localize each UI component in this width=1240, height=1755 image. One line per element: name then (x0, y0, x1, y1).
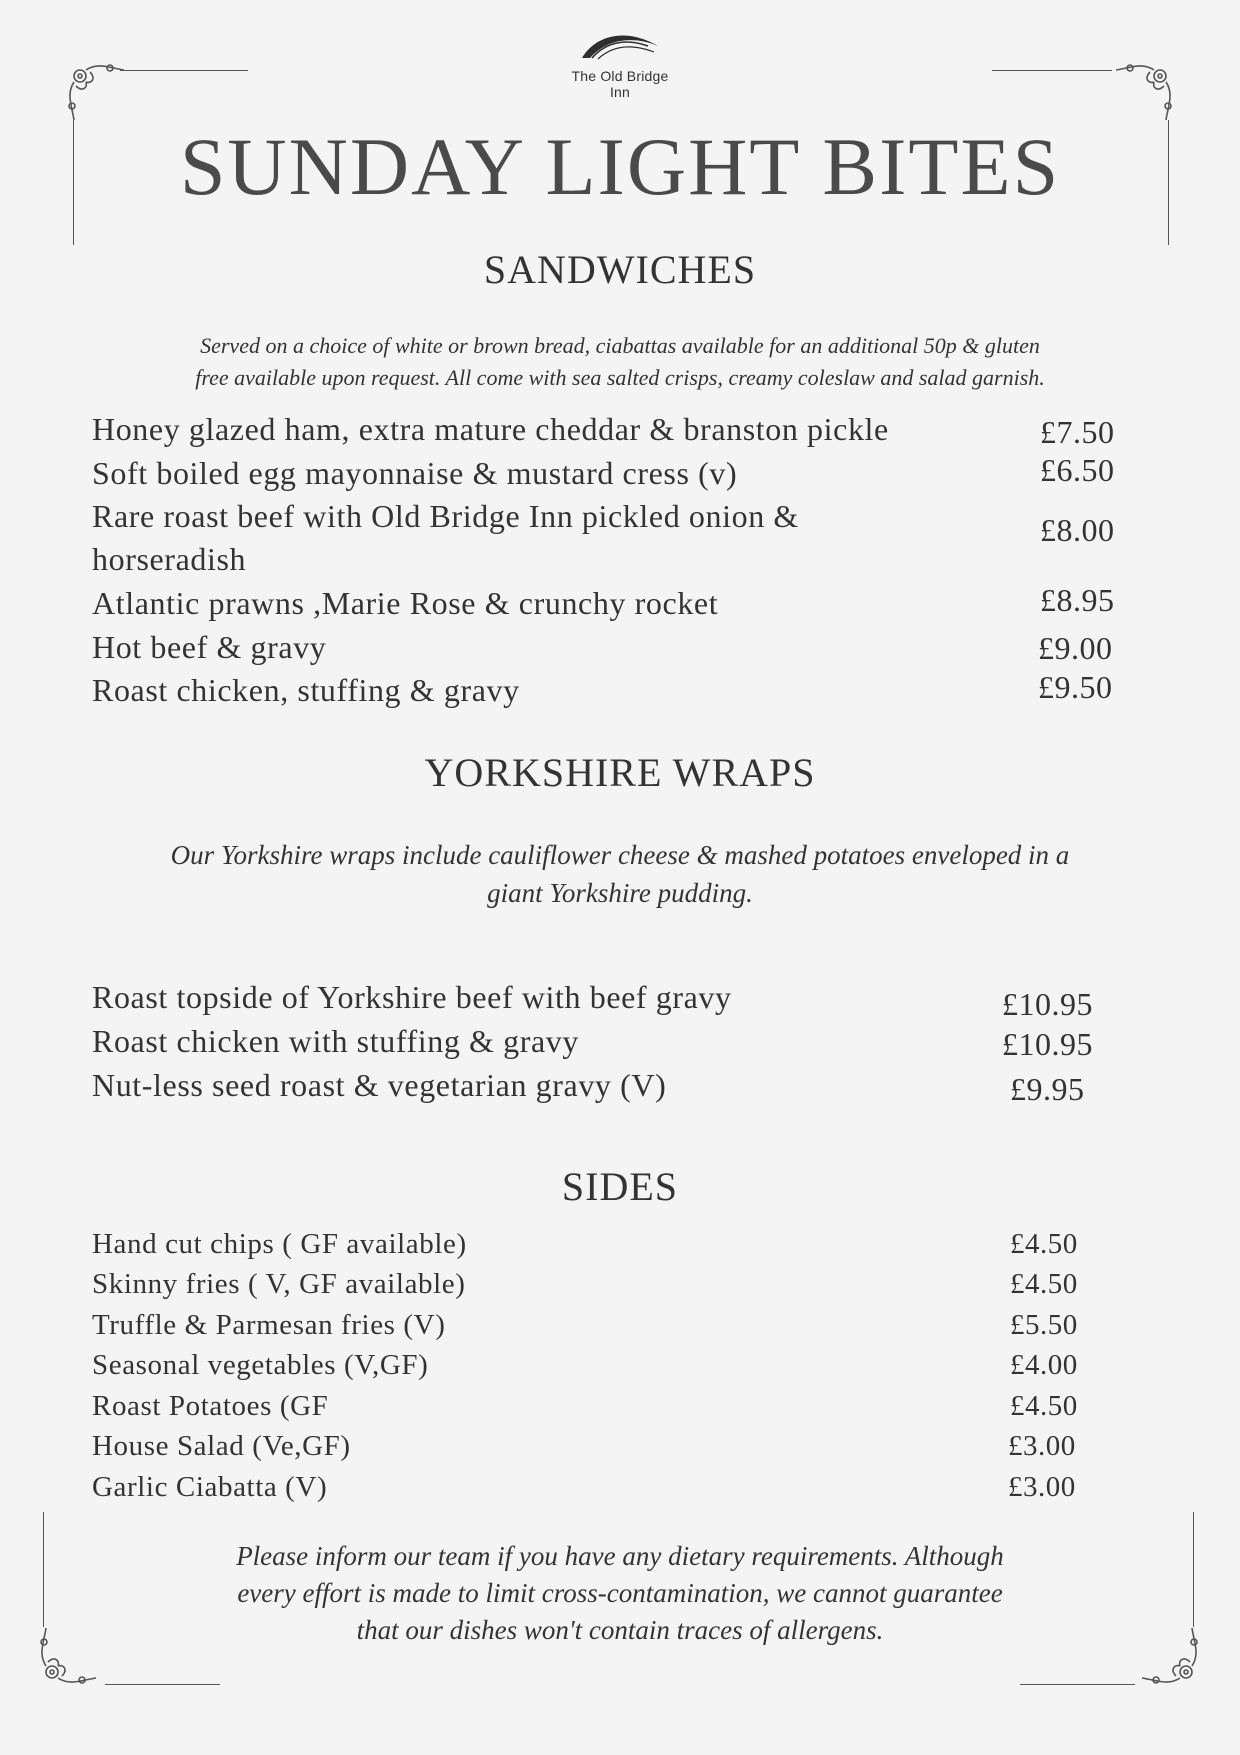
menu-item-name: Skinny fries ( V, GF available) (92, 1268, 466, 1300)
wraps-intro (100, 836, 1140, 912)
swoosh-logo-icon (578, 28, 662, 64)
menu-item-price: £4.50 (1010, 1390, 1078, 1422)
menu-item-price: £3.00 (1008, 1471, 1076, 1503)
section-heading-yorkshire-wraps: YORKSHIRE WRAPS (424, 750, 816, 795)
menu-item-price: £9.95 (1010, 1071, 1085, 1107)
menu-item-name: Roast Potatoes (GF (92, 1390, 329, 1422)
menu-item-name: Hot beef & gravy (92, 629, 327, 665)
menu-item-name: Soft boiled egg mayonnaise & mustard cress (v) (92, 455, 738, 491)
frame-right-bottom-line (1193, 1512, 1194, 1627)
menu-item-name: Roast chicken, stuffing & gravy (92, 672, 520, 708)
frame-top-right-line (992, 70, 1112, 71)
menu-item-name: Roast topside of Yorkshire beef with beef gravy (92, 979, 732, 1015)
section-heading-sandwiches: SANDWICHES (483, 247, 757, 292)
flourish-corner-icon (1108, 58, 1178, 128)
menu-item-price: £9.00 (1038, 630, 1113, 666)
menu-item-name: Roast chicken with stuffing & gravy (92, 1023, 579, 1059)
footer-line: Please inform our team if you have any dietary requirements. Although (236, 1541, 1004, 1571)
menu-item-name: House Salad (Ve,GF) (92, 1430, 351, 1462)
menu-item-price: £4.00 (1010, 1349, 1078, 1381)
intro-line: giant Yorkshire pudding. (487, 878, 753, 908)
menu-item-price: £9.50 (1038, 669, 1113, 705)
brand-name: The Old Bridge Inn (571, 68, 669, 100)
menu-item-name: Atlantic prawns ,Marie Rose & crunchy rocket (92, 585, 719, 621)
menu-item-name: Nut-less seed roast & vegetarian gravy (V) (92, 1067, 667, 1103)
sandwiches-intro (120, 330, 1120, 394)
frame-top-left-line (120, 70, 248, 71)
menu-item-price: £4.50 (1010, 1268, 1078, 1300)
menu-item-price: £10.95 (1002, 1026, 1093, 1062)
menu-item-price: £5.50 (1010, 1309, 1078, 1341)
intro-line: free available upon request. All come with sea salted crisps, creamy coleslaw and salad garnish. (195, 365, 1045, 390)
footer-line: every effort is made to limit cross-contamination, we cannot guarantee (237, 1578, 1003, 1608)
brand-logo (560, 28, 680, 100)
menu-item-price: £6.50 (1040, 452, 1115, 488)
flourish-corner-icon (1134, 1620, 1204, 1690)
footer-line: that our dishes won't contain traces of allergens. (356, 1615, 884, 1645)
menu-item-name: Honey glazed ham, extra mature cheddar & branston pickle (92, 411, 889, 447)
frame-bottom-left-line (105, 1684, 220, 1685)
allergen-notice (170, 1538, 1070, 1649)
menu-item-name-continued: horseradish (92, 541, 247, 577)
menu-item-price: £8.95 (1040, 582, 1115, 618)
menu-item-price: £4.50 (1010, 1228, 1078, 1260)
menu-item-name: Rare roast beef with Old Bridge Inn pickled onion & (92, 498, 799, 534)
page-title: SUNDAY LIGHT BITES (179, 121, 1061, 212)
menu-item-name: Truffle & Parmesan fries (V) (92, 1309, 446, 1341)
frame-bottom-right-line (1020, 1684, 1135, 1685)
intro-line: Served on a choice of white or brown bread, ciabattas available for an additional 50p & gluten (200, 333, 1040, 358)
section-heading-sides: SIDES (561, 1164, 679, 1209)
menu-item-price: £10.95 (1002, 986, 1093, 1022)
intro-line: Our Yorkshire wraps include cauliflower cheese & mashed potatoes enveloped in a (170, 840, 1070, 870)
flourish-corner-icon (34, 1620, 104, 1690)
menu-item-price: £7.50 (1040, 414, 1115, 450)
menu-item-name: Hand cut chips ( GF available) (92, 1228, 467, 1260)
menu-item-price: £3.00 (1008, 1430, 1076, 1462)
menu-item-name: Seasonal vegetables (V,GF) (92, 1349, 429, 1381)
flourish-corner-icon (62, 58, 132, 128)
menu-item-name: Garlic Ciabatta (V) (92, 1471, 328, 1503)
menu-item-price: £8.00 (1040, 512, 1115, 548)
frame-left-bottom-line (43, 1512, 44, 1627)
